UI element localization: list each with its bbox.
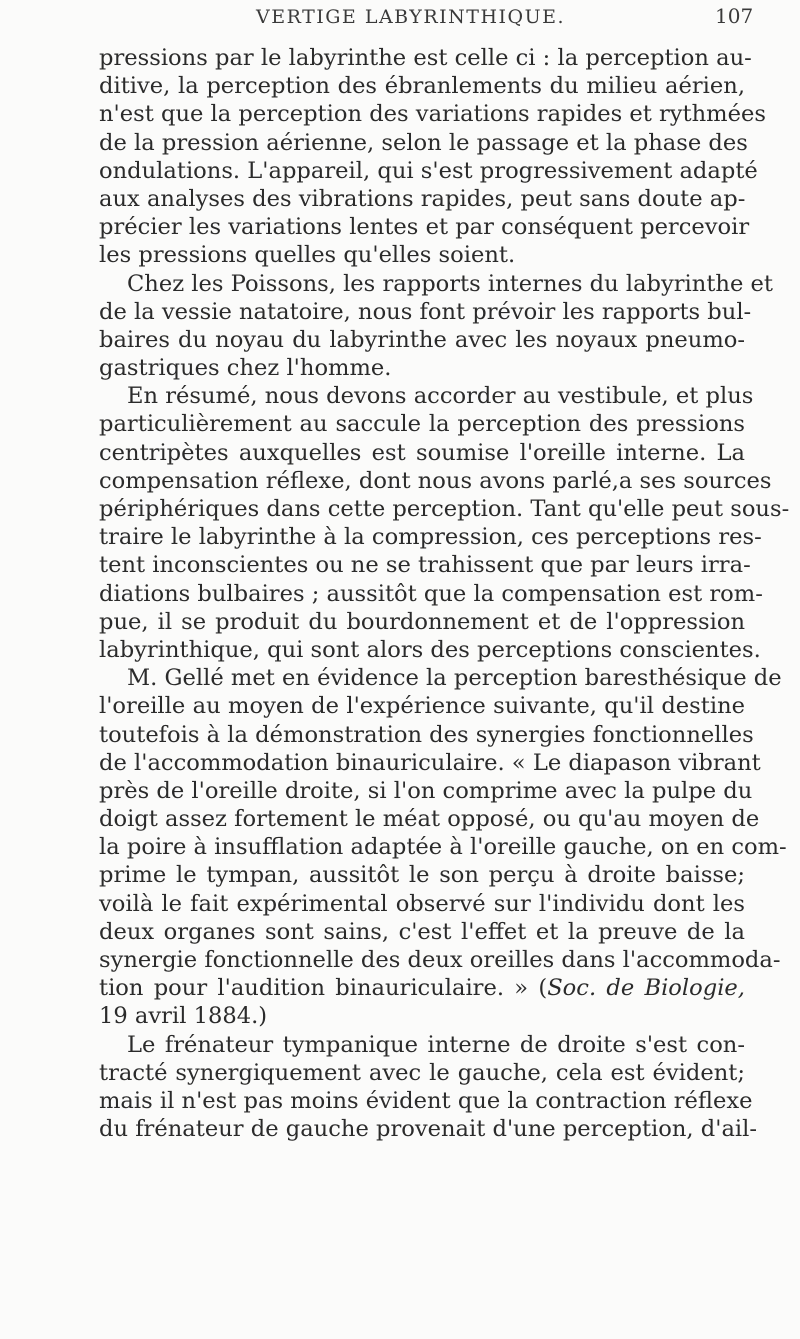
text-line: pue, il se produit du bourdonnement et de l'oppression xyxy=(99,608,745,635)
text-line: toutefois à la démonstration des synergies fonctionnelles xyxy=(99,721,754,748)
text-line: périphériques dans cette perception. Tant qu'elle peut sous- xyxy=(99,496,790,522)
text-line: l'oreille au moyen de l'expérience suivante, qu'il destine xyxy=(99,693,745,720)
text-line: précier les variations lentes et par conséquent percevoir xyxy=(99,214,750,241)
text-line: de la pression aérienne, selon le passage et la phase des xyxy=(99,129,748,156)
text-line: doigt assez fortement le méat opposé, ou qu'au moyen de xyxy=(99,806,760,833)
citation-italic: Soc. de Biologie, xyxy=(547,975,745,1002)
text-line: synergie fonctionnelle des deux oreilles dans l'accommoda- xyxy=(99,947,781,973)
text-line: mais il n'est pas moins évident que la contraction réflexe xyxy=(99,1087,753,1114)
text-line: En résumé, nous devons accorder au vestibule, et plus xyxy=(127,383,754,410)
text-line: Le frénateur tympanique interne de droite s'est con- xyxy=(127,1031,745,1058)
text-line-with-citation xyxy=(99,974,745,1002)
text-line: de l'accommodation binauriculaire. « Le diapason vibrant xyxy=(99,749,761,776)
text-line: la poire à insufflation adaptée à l'oreille gauche, on en com- xyxy=(99,834,787,861)
text-segment: tion pour l'audition binauriculaire. » ( xyxy=(99,975,548,1002)
text-line: ditive, la perception des ébranlements du milieu aérien, xyxy=(99,73,745,100)
text-line: ondulations. L'appareil, qui s'est progressivement adapté xyxy=(99,157,758,184)
text-line: pressions par le labyrinthe est celle ci : la perception au- xyxy=(99,45,752,71)
text-line: aux analyses des vibrations rapides, peut sans doute ap- xyxy=(99,185,746,212)
text-line: Chez les Poissons, les rapports internes du labyrinthe et xyxy=(127,270,773,297)
text-line: 19 avril 1884.) xyxy=(99,1003,268,1030)
text-line: du frénateur de gauche provenait d'une perception, d'ail- xyxy=(99,1116,758,1143)
text-line: particulièrement au saccule la perception des pressions xyxy=(99,411,745,438)
text-line: les pressions quelles qu'elles soient. xyxy=(99,242,516,269)
text-line: traire le labyrinthe à la compression, ces perceptions res- xyxy=(99,524,762,551)
page-number: 107 xyxy=(715,4,754,28)
text-line: baires du noyau du labyrinthe avec les noyaux pneumo- xyxy=(99,326,745,353)
running-title: VERTIGE LABYRINTHIQUE. xyxy=(256,6,566,28)
text-line: deux organes sont sains, c'est l'effet et la preuve de la xyxy=(99,918,745,945)
text-line: diations bulbaires ; aussitôt que la compensation est rom- xyxy=(99,580,763,607)
text-line: centripètes auxquelles est soumise l'oreille interne. La xyxy=(99,439,745,466)
text-line: M. Gellé met en évidence la perception baresthésique de xyxy=(127,665,782,692)
text-line: de la vessie natatoire, nous font prévoir les rapports bul- xyxy=(99,298,752,325)
body-text xyxy=(99,44,790,1143)
text-line: voilà le fait expérimental observé sur l'individu dont les xyxy=(99,890,745,917)
text-line: tent inconscientes ou ne se trahissent que par leurs irra- xyxy=(99,552,751,579)
text-line: gastriques chez l'homme. xyxy=(99,355,392,382)
text-line: tracté synergiquement avec le gauche, cela est évident; xyxy=(99,1059,745,1086)
text-line: n'est que la perception des variations rapides et rythmées xyxy=(99,101,766,128)
text-line: compensation réflexe, dont nous avons parlé,a ses sources xyxy=(99,467,772,494)
text-line: labyrinthique, qui sont alors des perceptions conscientes. xyxy=(99,636,761,663)
text-line: prime le tympan, aussitôt le son perçu à droite baisse; xyxy=(99,862,745,889)
text-line: près de l'oreille droite, si l'on comprime avec la pulpe du xyxy=(99,777,753,804)
